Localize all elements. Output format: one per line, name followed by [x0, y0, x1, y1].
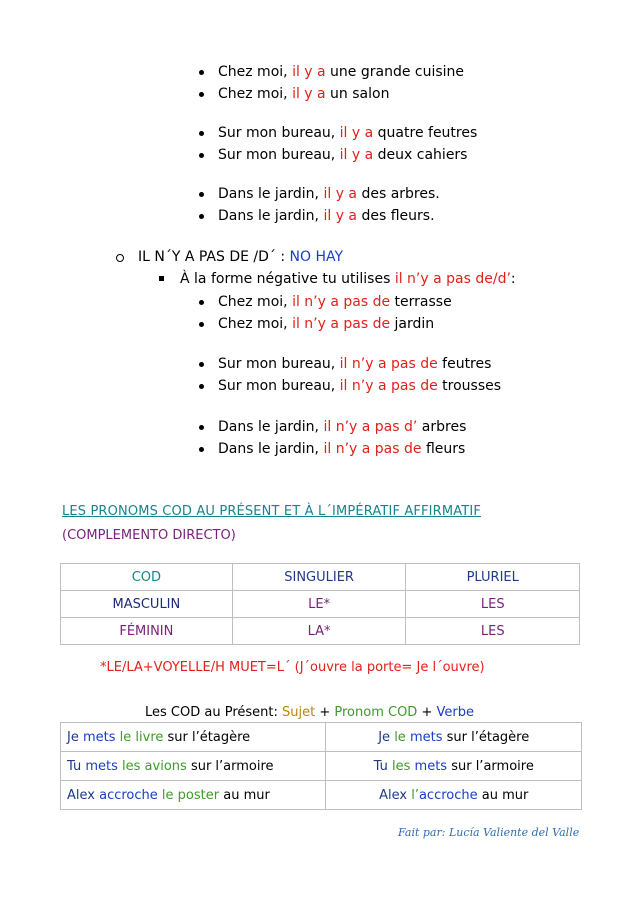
table-cell: Tu les mets sur l’armoire	[326, 752, 582, 781]
list-item: Chez moi, il y a un salon	[218, 86, 390, 102]
negative-heading: IL N´Y A PAS DE /D´ : NO HAY	[138, 249, 344, 265]
list-item: Sur mon bureau, il y a quatre feutres	[218, 125, 478, 141]
table-cell: Tu mets les avions sur l’armoire	[61, 752, 326, 781]
table-row	[61, 618, 580, 645]
table-cell: Alex l’accroche au mur	[326, 781, 582, 810]
section-title: LES PRONOMS COD AU PRÉSENT ET À L´IMPÉRATIF AFFIRMATIF	[62, 504, 481, 519]
table-row	[61, 781, 582, 810]
table-cell: Je mets le livre sur l’étagère	[61, 723, 326, 752]
list-item: Sur mon bureau, il n’y a pas de trousses	[218, 378, 502, 394]
negative-rule: À la forme négative tu utilises il n’y a pas de/d’:	[180, 271, 516, 287]
author-signature: Fait par: Lucía Valiente del Valle	[398, 826, 580, 839]
list-item: Dans le jardin, il y a des fleurs.	[218, 208, 435, 224]
examples-table	[60, 722, 582, 810]
table-cell: LE*	[232, 591, 406, 618]
table-row	[61, 723, 582, 752]
list-item: Sur mon bureau, il y a deux cahiers	[218, 147, 468, 163]
table-cell: LA*	[232, 618, 406, 645]
column-header: SINGULIER	[232, 564, 406, 591]
list-item: Dans le jardin, il y a des arbres.	[218, 186, 440, 202]
list-item: Chez moi, il n’y a pas de jardin	[218, 316, 435, 332]
list-item: Chez moi, il y a une grande cuisine	[218, 64, 465, 80]
table-cell: FÉMININ	[61, 618, 233, 645]
table-cell: LES	[406, 618, 580, 645]
column-header: PLURIEL	[406, 564, 580, 591]
table-cell: Alex accroche le poster au mur	[61, 781, 326, 810]
list-item: Dans le jardin, il n’y a pas de fleurs	[218, 441, 466, 457]
table-row	[61, 591, 580, 618]
table-row	[61, 752, 582, 781]
list-item: Dans le jardin, il n’y a pas d’ arbres	[218, 419, 467, 435]
column-header: COD	[61, 564, 233, 591]
cod-table	[60, 563, 580, 645]
table-cell: MASCULIN	[61, 591, 233, 618]
table-cell: Je le mets sur l’étagère	[326, 723, 582, 752]
list-item: Sur mon bureau, il n’y a pas de feutres	[218, 356, 492, 372]
table-cell: LES	[406, 591, 580, 618]
elision-note: *LE/LA+VOYELLE/H MUET=L´ (J´ouvre la porte= Je l´ouvre)	[100, 660, 485, 675]
list-item: Chez moi, il n’y a pas de terrasse	[218, 294, 452, 310]
cod-formula: Les COD au Présent: Sujet + Pronom COD + Verbe	[145, 705, 474, 720]
table-header-row	[61, 564, 580, 591]
section-subtitle: (COMPLEMENTO DIRECTO)	[62, 528, 236, 543]
